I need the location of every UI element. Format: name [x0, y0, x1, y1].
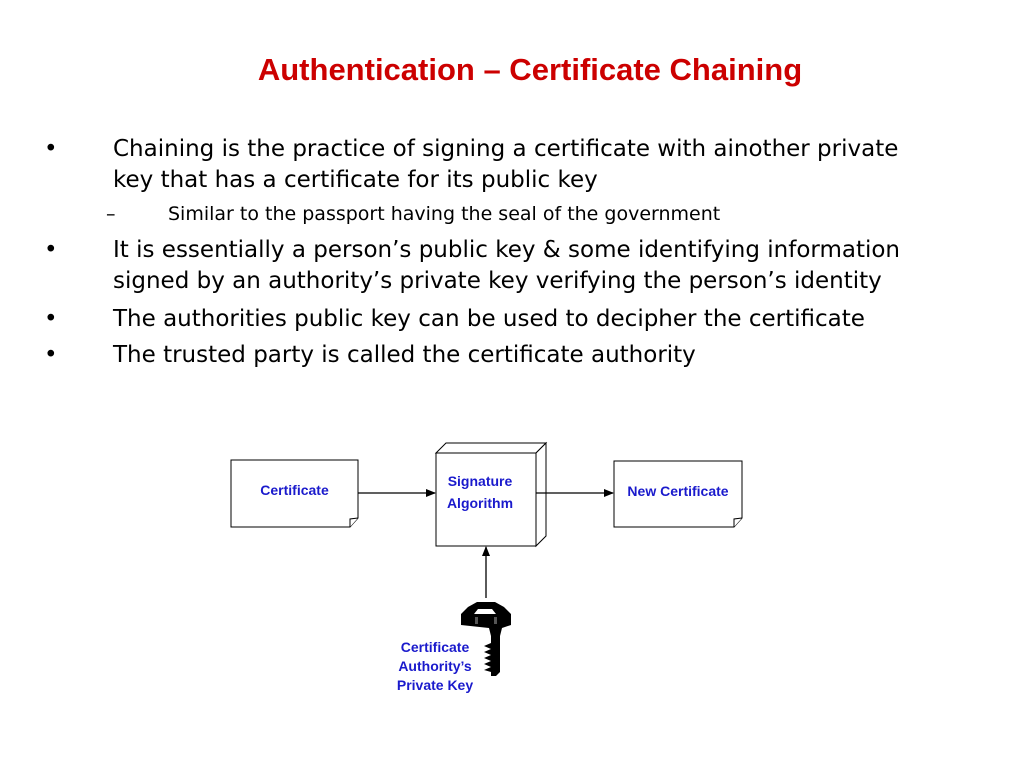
slide-title: Authentication – Certificate Chaining [257, 52, 803, 87]
bullet-marker: • [44, 342, 58, 368]
new-certificate-label: New Certificate [627, 483, 729, 499]
signature-box-side [536, 443, 546, 546]
signature-box-top [436, 443, 546, 453]
bullet-marker: • [44, 136, 58, 162]
bullet-text-line: The authorities public key can be used to decipher the certificate [113, 306, 865, 332]
bullet-marker: • [44, 306, 58, 332]
bullet-marker: • [44, 237, 58, 263]
bullet-text-line: Chaining is the practice of signing a certificate with ainother private [113, 136, 899, 162]
signature-algorithm-label-line2: Algorithm [446, 495, 514, 511]
bullet-text-line: key that has a certificate for its public key [113, 167, 598, 193]
bullet-text-line: It is essentially a person’s public key & some identifying information [113, 237, 900, 263]
key-label-line2: Authority’s [398, 658, 472, 674]
sub-bullet-text: Similar to the passport having the seal of the government [168, 203, 721, 225]
certificate-label: Certificate [260, 482, 329, 498]
sub-bullet-marker: – [106, 203, 116, 225]
bullet-text-line: The trusted party is called the certificate authority [113, 342, 696, 368]
signature-algorithm-label-line1: Signature [447, 473, 513, 489]
key-label-line1: Certificate [400, 639, 470, 655]
key-label-line3: Private Key [396, 677, 474, 693]
bullet-text-line: signed by an authority’s private key verifying the person’s identity [113, 268, 882, 294]
